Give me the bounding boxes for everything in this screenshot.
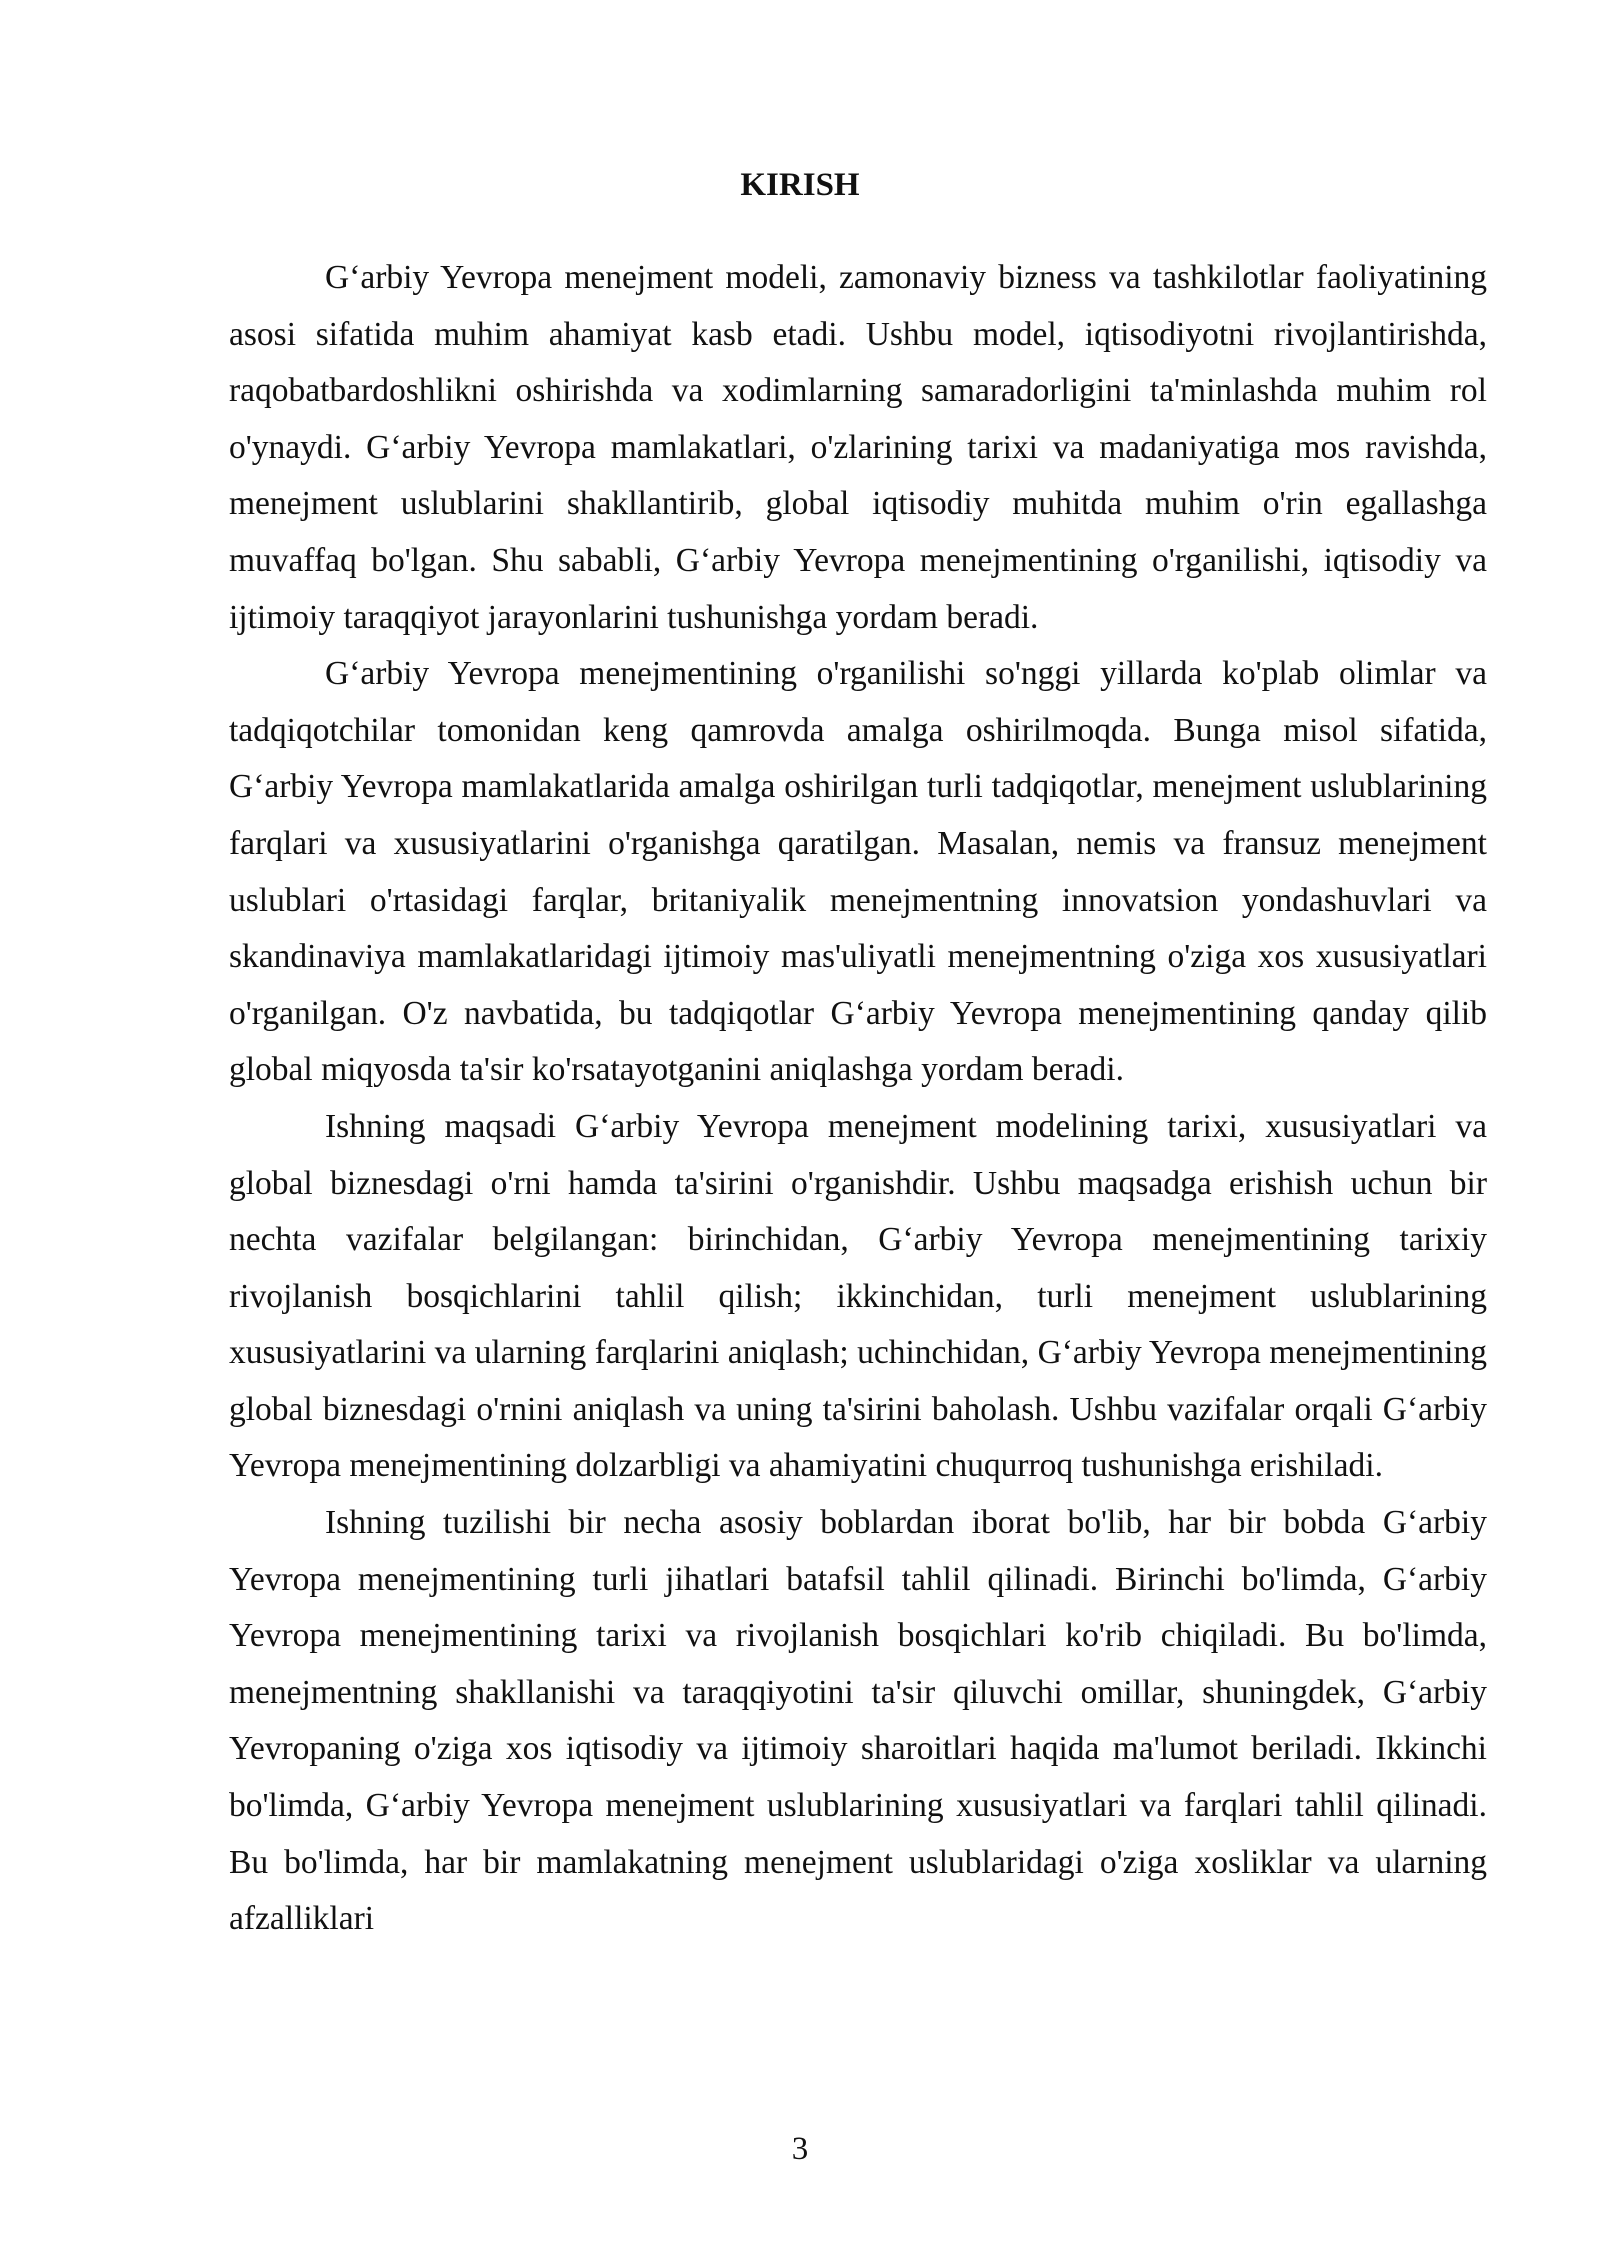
paragraph-2: G‘arbiy Yevropa menejmentining o'rganilishi so'nggi yillarda ko'plab olimlar va tadqiqotchilar tomonidan keng qamrovda amalga oshirilmoqda. Bunga misol sifatida, G‘arbiy Yevropa mamlakatlarida amalga oshirilgan turli tadqiqotlar, menejment uslublarining farqlari va xususiyatlarini o'rganishga qaratilgan. Masalan, nemis va fransuz menejment uslublari o'rtasidagi farqlar, britaniyalik menejmentning innovatsion yondashuvlari va skandinaviya mamlakatlaridagi ijtimoiy mas'uliyatli menejmentning o'ziga xos xususiyatlari o'rganilgan. O'z navbatida, bu tadqiqotlar G‘arbiy Yevropa menejmentining qanday qilib global miqyosda ta'sir ko'rsatayotganini aniqlashga yordam beradi.: [229, 655, 1487, 1089]
paragraph-1: G‘arbiy Yevropa menejment modeli, zamonaviy bizness va tashkilotlar faoliyatining asosi sifatida muhim ahamiyat kasb etadi. Ushbu model, iqtisodiyotni rivojlantirishda, raqobatbardoshlikni oshirishda va xodimlarning samaradorligini ta'minlashda muhim rol o'ynaydi. G‘arbiy Yevropa mamlakatlari, o'zlarining tarixi va madaniyatiga mos ravishda, menejment uslublarini shakllantirib, global iqtisodiy muhitda muhim o'rin egallashga muvaffaq bo'lgan. Shu sababli, G‘arbiy Yevropa menejmentining o'rganilishi, iqtisodiy va ijtimoiy taraqqiyot jarayonlarini tushunishga yordam beradi.: [229, 259, 1487, 636]
paragraph-4: Ishning tuzilishi bir necha asosiy boblardan iborat bo'lib, har bir bobda G‘arbiy Yevropa menejmentining turli jihatlari batafsil tahlil qilinadi. Birinchi bo'limda, G‘arbiy Yevropa menejmentining tarixi va rivojlanish bosqichlari ko'rib chiqiladi. Bu bo'limda, menejmentning shakllanishi va taraqqiyotini ta'sir qiluvchi omillar, shuningdek, G‘arbiy Yevropaning o'ziga xos iqtisodiy va ijtimoiy sharoitlari haqida ma'lumot beriladi. Ikkinchi bo'limda, G‘arbiy Yevropa menejment uslublarining xususiyatlari va farqlari tahlil qilinadi. Bu bo'limda, har bir mamlakatning menejment uslublaridagi o'ziga xosliklar va ularning afzalliklari: [229, 1504, 1487, 1938]
page-number: 3: [791, 2131, 809, 2167]
body-text: [229, 250, 1487, 1948]
paragraph-3: Ishning maqsadi G‘arbiy Yevropa menejment modelining tarixi, xususiyatlari va global biznesdagi o'rni hamda ta'sirini o'rganishdir. Ushbu maqsadga erishish uchun bir nechta vazifalar belgilangan: birinchidan, G‘arbiy Yevropa menejmentining tarixiy rivojlanish bosqichlarini tahlil qilish; ikkinchidan, turli menejment uslublarining xususiyatlarini va ularning farqlarini aniqlash; uchinchidan, G‘arbiy Yevropa menejmentining global biznesdagi o'rnini aniqlash va uning ta'sirini baholash. Ushbu vazifalar orqali G‘arbiy Yevropa menejmentining dolzarbligi va ahamiyatini chuqurroq tushunishga erishiladi.: [229, 1107, 1487, 1485]
page-title: KIRISH: [740, 167, 860, 203]
